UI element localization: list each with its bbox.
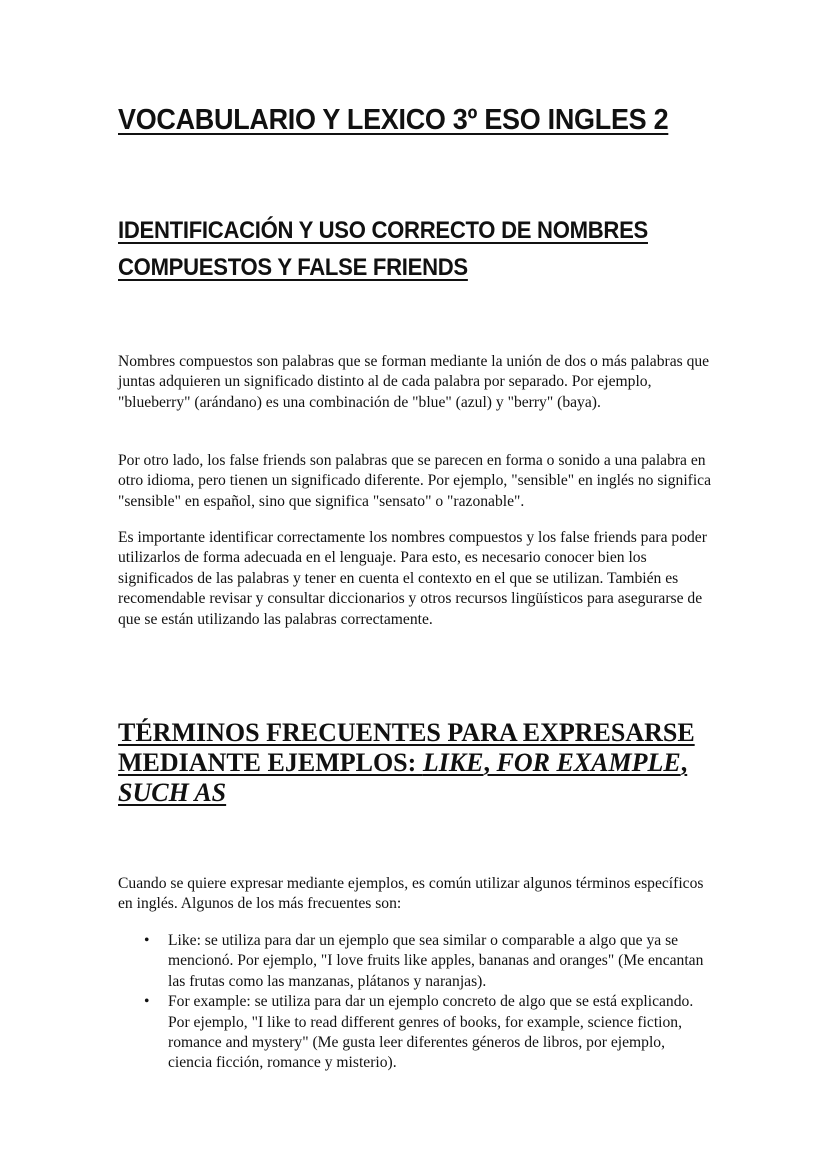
heading-term-for-example: FOR EXAMPLE xyxy=(496,748,681,777)
heading-term-such-as: SUCH AS xyxy=(118,778,227,807)
list-item-text: For example: se utiliza para dar un ejemplo concreto de algo que se está explicando. Por ejemplo, "I like to read different genres of books, for example, science fiction, romance and mystery" (Me gusta leer diferentes géneros de libros, por ejemplo, ciencia ficción, romance y misterio). xyxy=(168,993,694,1072)
paragraph-importance: Es importante identificar correctamente los nombres compuestos y los false friends para poder utilizarlos de forma adecuada en el lenguaje. Para esto, es necesario conocer bien los significados de las palabras y tener en cuenta el contexto en el que se utilizan. También es recomendable revisar y consultar diccionarios y otros recursos lingüísticos para asegurarse de que se están utilizando las palabras correctamente. xyxy=(118,529,707,628)
list-item xyxy=(118,931,708,992)
paragraph-compound-nouns: Nombres compuestos son palabras que se forman mediante la unión de dos o más palabras que juntas adquieren un significado distinto al de cada palabra por separado. Por ejemplo, "blueberry" (arándano) es una combinación de "blue" (azul) y "berry" (baya). xyxy=(118,353,710,411)
paragraph-false-friends: Por otro lado, los false friends son palabras que se parecen en forma o sonido a una palabra en otro idioma, pero tienen un significado diferente. Por ejemplo, "sensible" en inglés no significa "sensible" en español, sino que significa "sensato" o "razonable". xyxy=(118,452,712,510)
heading-term-like: LIKE xyxy=(422,748,484,777)
paragraph-intro-examples: Cuando se quiere expresar mediante ejemplos, es común utilizar algunos términos específicos en inglés. Algunos de los más frecuentes son: xyxy=(118,875,704,913)
bullet-icon: • xyxy=(144,993,150,1011)
heading-separator: , xyxy=(483,748,497,777)
section-heading-compound-nouns: IDENTIFICACIÓN Y USO CORRECTO DE NOMBRES COMPUESTOS Y FALSE FRIENDS xyxy=(118,217,648,281)
document-title: VOCABULARIO Y LEXICO 3º ESO INGLES 2 xyxy=(118,104,669,136)
example-terms-list xyxy=(118,931,708,1074)
bullet-icon: • xyxy=(144,932,150,949)
section-heading-example-terms xyxy=(118,718,718,808)
list-item-text: Like: se utiliza para dar un ejemplo que sea similar o comparable a algo que ya se mencionó. Por ejemplo, "I love fruits like apples, bananas and oranges" (Me encantan las frutas como las manzanas, plátanos y naranjas). xyxy=(168,932,704,990)
heading-separator: , xyxy=(680,748,688,777)
list-item xyxy=(118,992,708,1074)
heading-plain-text: TÉRMINOS FRECUENTES PARA EXPRESARSE MEDIANTE EJEMPLOS: xyxy=(118,718,695,777)
